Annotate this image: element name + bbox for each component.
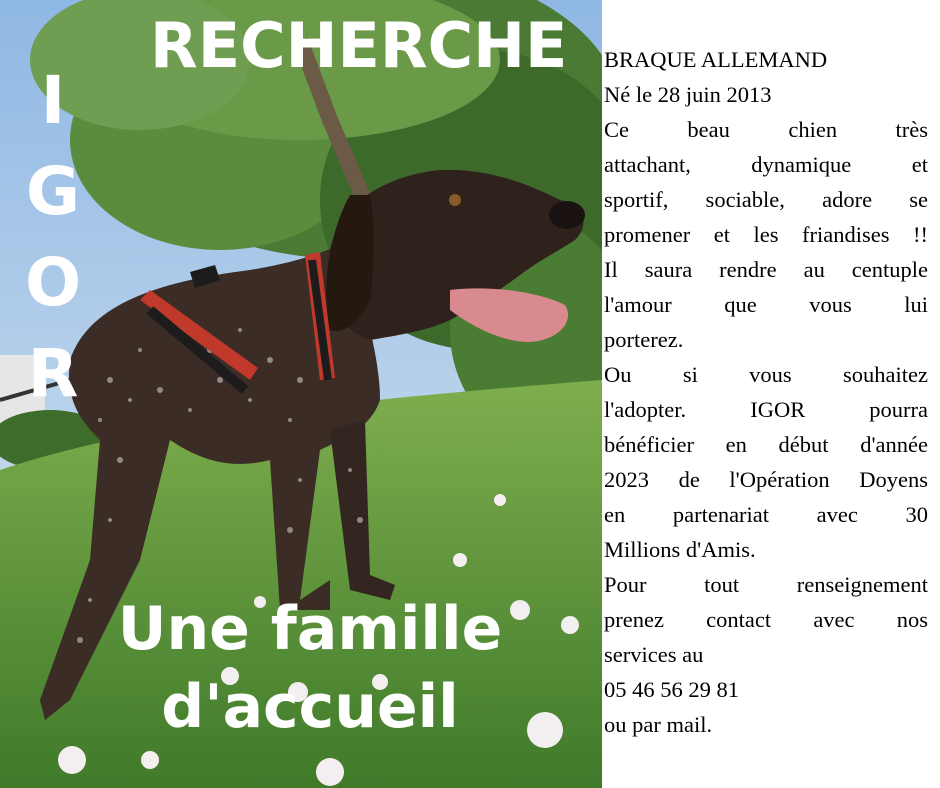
description-line: Millions d'Amis. [604, 537, 756, 562]
headline-recherche: RECHERCHE [150, 9, 568, 82]
name-letter: I [40, 62, 66, 139]
description-line: 2023 de l'Opération Doyens [604, 467, 928, 492]
name-letter: R [27, 335, 79, 412]
description-line: l'amour que vous lui [604, 292, 928, 317]
description-line: bénéficier en début d'année [604, 432, 928, 457]
description-line: Ou si vous souhaitez [604, 362, 928, 387]
birth-date: Né le 28 juin 2013 [604, 82, 772, 107]
contact-line: services au [604, 642, 704, 667]
description-line: attachant, dynamique et [604, 152, 928, 177]
name-letter: G [25, 153, 81, 230]
description-line: en partenariat avec 30 [604, 502, 928, 527]
description-line: Ce beau chien très [604, 117, 928, 142]
contact-line: ou par mail. [604, 712, 713, 737]
phone-number: 05 46 56 29 81 [604, 677, 739, 702]
description-line: sportif, sociable, adore se [604, 187, 928, 212]
description-line: promener et les friandises !! [604, 222, 928, 247]
name-letter: O [24, 244, 82, 321]
tagline-line-2: d'accueil [161, 672, 459, 742]
breed: BRAQUE ALLEMAND [604, 47, 828, 72]
tagline [50, 590, 570, 746]
tagline-line-1: Une famille [117, 594, 503, 664]
description-line: porterez. [604, 327, 684, 352]
contact-line: prenez contact avec nos [604, 607, 928, 632]
description-line: l'adopter. IGOR pourra [604, 397, 928, 422]
description-line: Il saura rendre au centuple [604, 257, 928, 282]
dog-name-vertical [18, 60, 88, 424]
info-panel [604, 42, 928, 742]
contact-line: Pour tout renseignement [604, 572, 928, 597]
